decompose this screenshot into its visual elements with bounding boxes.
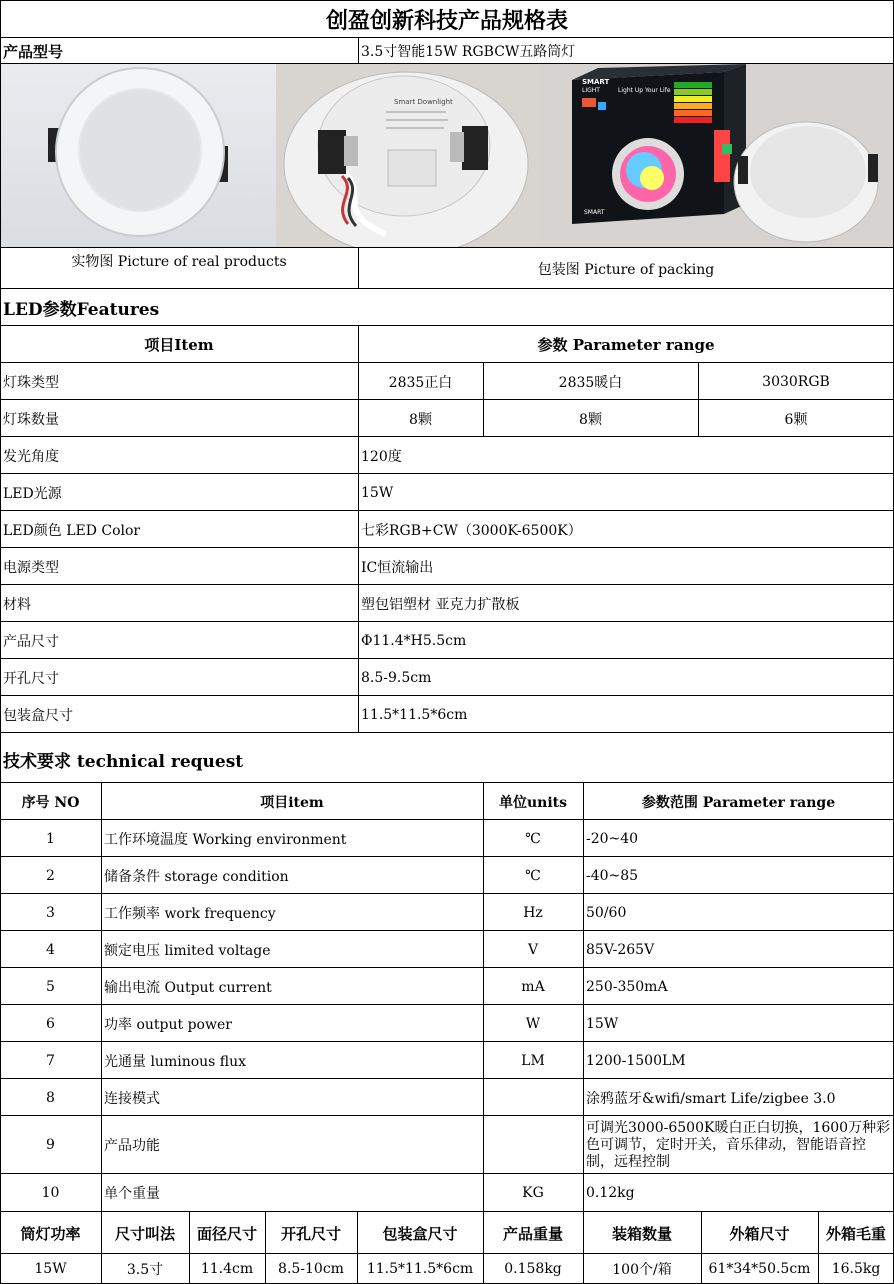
tech-unit (483, 1116, 583, 1174)
downlight-back-image (276, 64, 538, 248)
chip-type-value: 3030RGB (762, 373, 830, 390)
led-row-label: LED光源 (3, 485, 62, 502)
tech-no: 1 (46, 830, 55, 847)
downlight-front-image (0, 64, 276, 248)
tech-value: -20~40 (586, 830, 639, 847)
photo-front (0, 64, 276, 248)
summary-value: 11.4cm (200, 1261, 254, 1277)
led-row-label: 开孔尺寸 (3, 670, 59, 687)
summary-value: 100个/箱 (612, 1262, 672, 1278)
led-section-title: LED参数Features (3, 299, 160, 320)
tech-head-item: 项目item (260, 794, 324, 811)
tech-head-no: 序号 NO (21, 794, 80, 811)
label-title: Smart Downlight (394, 98, 453, 106)
tech-no: 9 (46, 1137, 55, 1153)
tech-no: 10 (41, 1185, 60, 1201)
box-brand2: LIGHT (582, 87, 600, 94)
summary-header: 外箱尺寸 (729, 1224, 790, 1243)
summary-value: 15W (34, 1261, 67, 1277)
tech-section-title: 技术要求 technical request (3, 751, 244, 772)
tech-unit: KG (522, 1185, 544, 1201)
tech-unit: W (525, 1015, 541, 1032)
photo-packing (538, 64, 894, 248)
real-photo-caption: 实物图 Picture of real products (71, 254, 287, 270)
led-row-value: Φ11.4*H5.5cm (361, 632, 467, 649)
tech-value: 15W (586, 1015, 619, 1032)
summary-header: 包装盒尺寸 (382, 1224, 458, 1243)
led-head-param: 参数 Parameter range (537, 336, 715, 354)
tech-no: 3 (46, 904, 55, 921)
led-row-value: IC恒流输出 (361, 559, 434, 576)
led-row-label: LED颜色 LED Color (3, 522, 141, 539)
chip-count-value: 8颗 (409, 411, 432, 428)
led-row-value: 11.5*11.5*6cm (361, 706, 468, 723)
photo-back (276, 64, 538, 248)
model-value: 3.5寸智能15W RGBCW五路筒灯 (361, 44, 576, 60)
led-row-label: 产品尺寸 (3, 633, 59, 650)
tech-no: 5 (46, 978, 55, 995)
tech-item: 连接模式 (104, 1090, 160, 1107)
led-head-item: 项目Item (144, 336, 214, 354)
tech-value: 250-350mA (586, 978, 668, 995)
tech-value: 可调光3000-6500K暖白正白切换，1600万种彩色可调节，定时开关，音乐律动，智能语音控制，远程控制 (586, 1119, 891, 1170)
tech-unit: Hz (523, 904, 543, 921)
box-brand: SMART (582, 78, 610, 86)
tech-unit: mA (521, 978, 545, 995)
page-title: 创盈创新科技产品规格表 (325, 7, 568, 34)
led-row-value: 塑包铝塑材 亚克力扩散板 (361, 596, 520, 613)
tech-no: 2 (46, 867, 55, 884)
box-tagline: Light Up Your Life (618, 87, 671, 94)
chip-type-value: 2835正白 (388, 374, 453, 391)
tech-value: 1200-1500LM (586, 1052, 686, 1069)
chip-type-label: 灯珠类型 (3, 374, 59, 391)
summary-value: 3.5寸 (126, 1262, 164, 1278)
summary-value: 11.5*11.5*6cm (366, 1261, 474, 1277)
tech-value: 涂鸦蓝牙&wifi/smart Life/zigbee 3.0 (586, 1090, 836, 1107)
summary-header: 面径尺寸 (196, 1224, 257, 1243)
led-row-value: 七彩RGB+CW（3000K-6500K） (361, 522, 582, 539)
tech-item: 工作环境温度 Working environment (104, 831, 347, 848)
summary-header: 筒灯功率 (20, 1224, 81, 1243)
tech-head-unit: 单位units (498, 794, 568, 811)
chip-count-value: 8颗 (579, 411, 602, 428)
led-row-value: 15W (361, 484, 394, 501)
tech-unit: ℃ (525, 867, 541, 884)
summary-header: 尺寸叫法 (114, 1224, 175, 1243)
tech-no: 7 (46, 1052, 55, 1069)
tech-no: 4 (46, 941, 55, 958)
led-row-label: 电源类型 (3, 559, 59, 576)
tech-unit: V (527, 941, 539, 958)
tech-item: 光通量 luminous flux (104, 1053, 247, 1070)
led-row-label: 包装盒尺寸 (3, 707, 73, 724)
summary-header: 装箱数量 (611, 1224, 672, 1243)
tech-value: 0.12kg (586, 1185, 635, 1201)
led-row-value: 8.5-9.5cm (361, 669, 432, 686)
chip-type-value: 2835暖白 (558, 374, 623, 391)
packing-box-image (538, 64, 894, 248)
tech-item: 单个重量 (104, 1186, 160, 1202)
tech-unit: ℃ (525, 830, 541, 847)
tech-no: 8 (46, 1089, 55, 1106)
summary-header: 开孔尺寸 (280, 1224, 341, 1243)
tech-item: 额定电压 limited voltage (104, 942, 271, 959)
model-label: 产品型号 (3, 42, 64, 61)
led-row-label: 发光角度 (3, 448, 59, 465)
tech-value: -40~85 (586, 867, 639, 884)
tech-value: 85V-265V (586, 941, 655, 958)
tech-item: 工作频率 work frequency (104, 905, 276, 922)
summary-value: 8.5-10cm (278, 1261, 344, 1277)
summary-header: 产品重量 (502, 1224, 563, 1243)
tech-no: 6 (46, 1015, 55, 1032)
summary-value: 0.158kg (504, 1261, 562, 1277)
summary-value: 16.5kg (831, 1261, 881, 1277)
summary-header: 外箱毛重 (825, 1224, 886, 1243)
led-row-value: 120度 (361, 448, 402, 465)
led-row-label: 材料 (3, 596, 31, 613)
chip-count-value: 6颗 (784, 411, 808, 428)
box-side: SMART (584, 209, 605, 216)
tech-item: 产品功能 (104, 1138, 160, 1154)
chip-count-label: 灯珠数量 (3, 411, 59, 428)
tech-value: 50/60 (586, 904, 627, 921)
tech-item: 储备条件 storage condition (104, 868, 289, 885)
tech-item: 功率 output power (104, 1016, 232, 1033)
packing-photo-caption: 包装图 Picture of packing (537, 262, 715, 278)
tech-unit (483, 1079, 583, 1116)
summary-value: 61*34*50.5cm (708, 1261, 811, 1277)
tech-unit: LM (521, 1052, 545, 1069)
tech-item: 输出电流 Output current (104, 979, 272, 996)
tech-head-range: 参数范围 Parameter range (641, 794, 836, 811)
